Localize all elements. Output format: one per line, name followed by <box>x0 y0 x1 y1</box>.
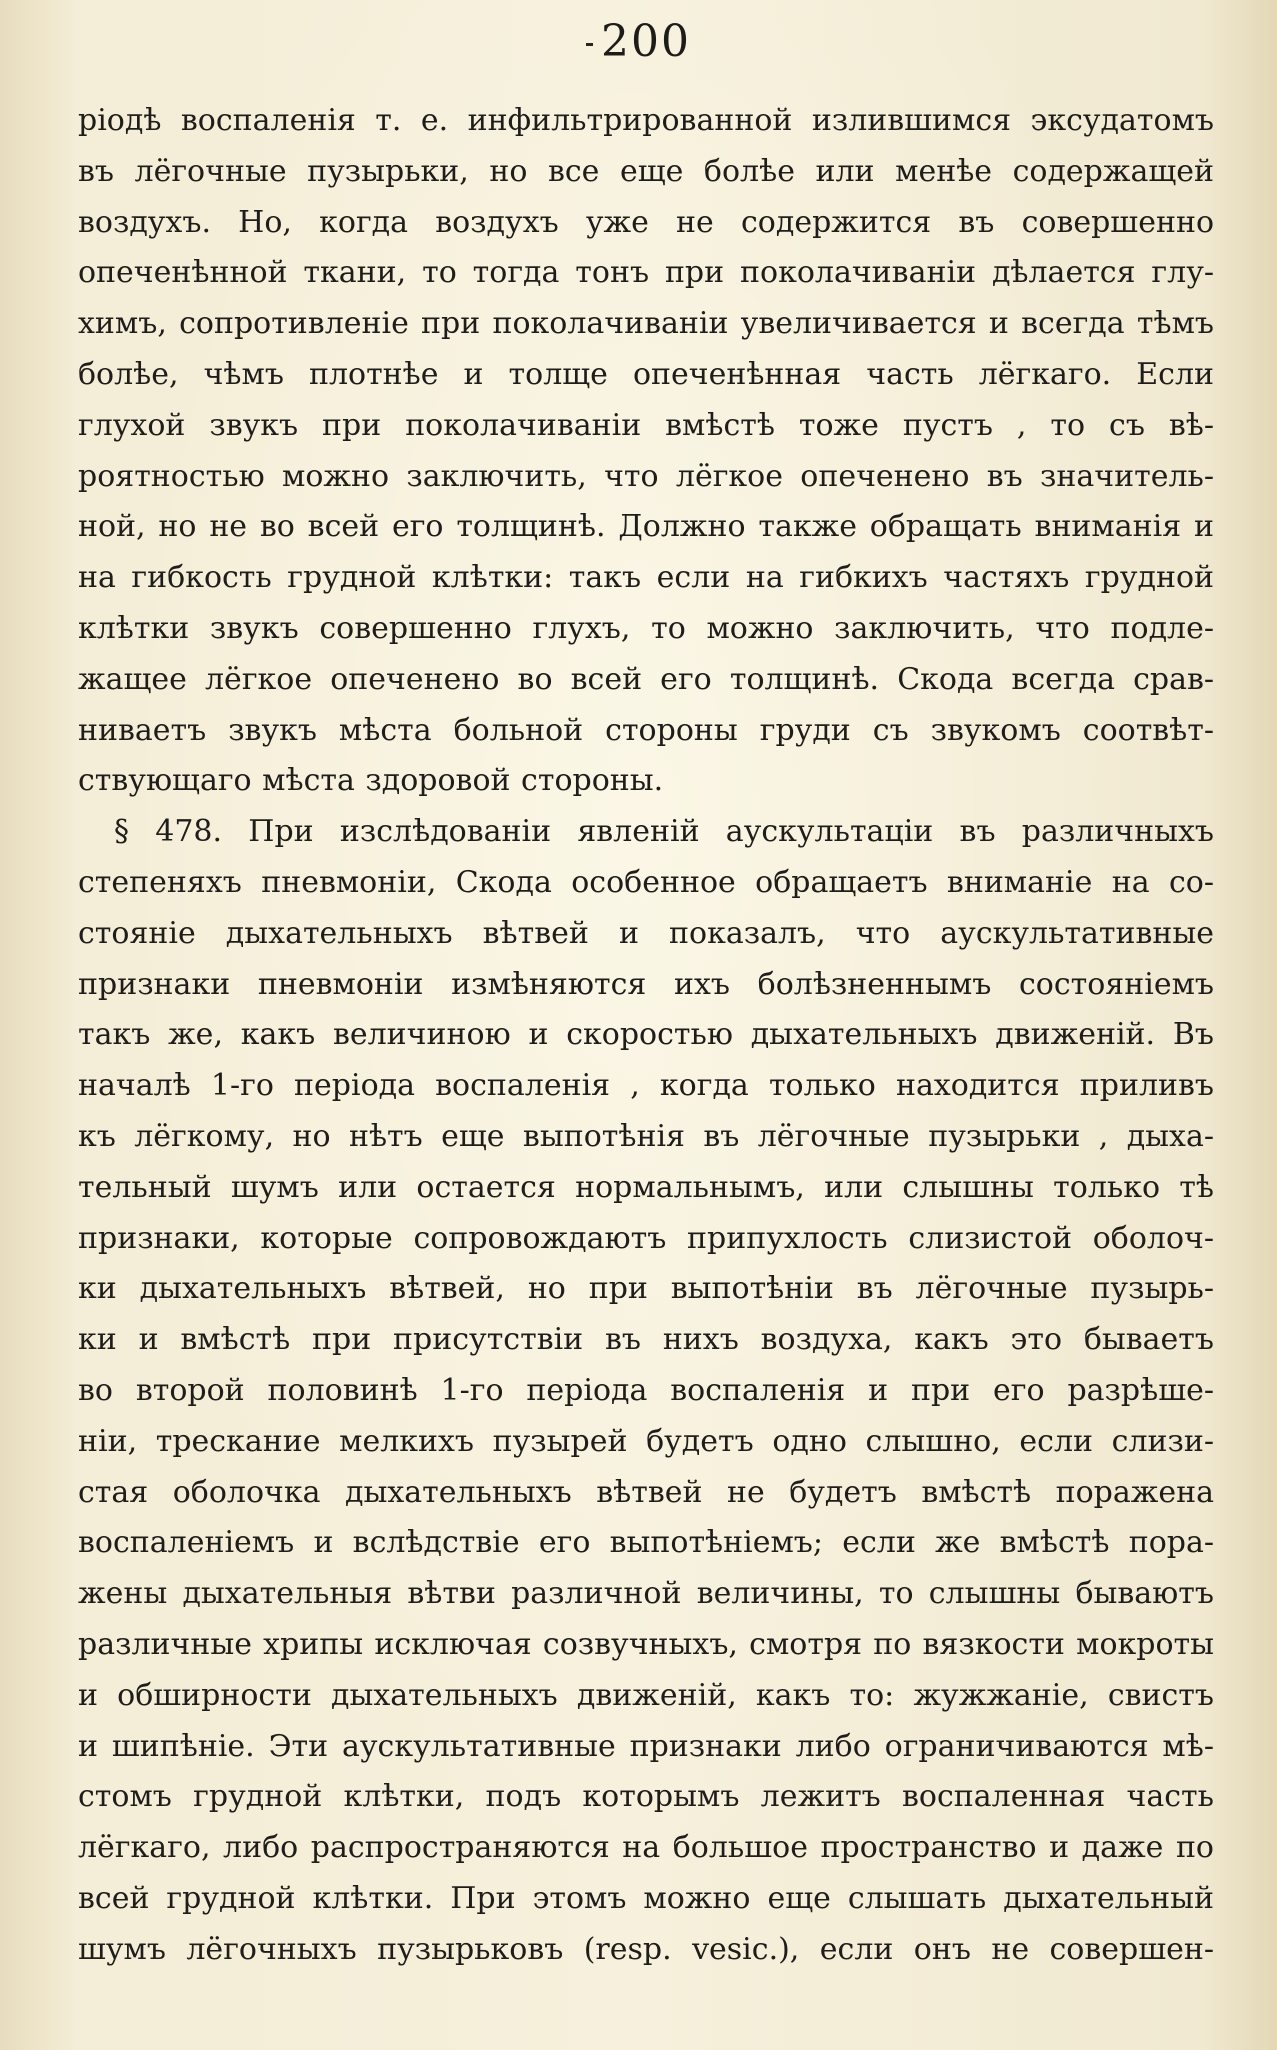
text-line: жены дыхательныя вѣтви различной величины, то слышны бываютъ <box>78 1576 1214 1612</box>
text-line: стояніе дыхательныхъ вѣтвей и показалъ, что аускультативные <box>78 915 1214 951</box>
section-heading-line: § 478. При изслѣдованіи явленій аускультаціи въ различныхъ <box>114 814 1214 850</box>
body-text <box>78 96 1214 1975</box>
text-line: ной, но не во всей его толщинѣ. Должно также обращать вниманія и <box>78 509 1214 545</box>
text-line: стомъ грудной клѣтки, подъ которымъ лежитъ воспаленная часть <box>78 1779 1214 1815</box>
text-line: болѣе, чѣмъ плотнѣе и толще опеченѣнная часть лёгкаго. Если <box>78 356 1214 392</box>
text-line: роятностью можно заключить, что лёгкое опеченено въ значитель- <box>78 458 1214 494</box>
text-line: и шипѣніе. Эти аускультативные признаки либо ограничиваются мѣ- <box>78 1728 1214 1764</box>
text-line: въ лёгочные пузырьки, но все еще болѣе или менѣе содержащей <box>78 153 1214 189</box>
text-line: такъ же, какъ величиною и скоростью дыхательныхъ движеній. Въ <box>78 1017 1214 1053</box>
text-line: жащее лёгкое опеченено во всей его толщинѣ. Скода всегда срав- <box>78 661 1214 697</box>
text-line: химъ, сопротивленіе при поколачиваніи увеличивается и всегда тѣмъ <box>78 306 1214 342</box>
text-line: воздухъ. Но, когда воздухъ уже не содержится въ совершенно <box>78 204 1214 240</box>
page-number: 200 <box>0 12 1277 72</box>
text-line: шумъ лёгочныхъ пузырьковъ (resp. vesic.), если онъ не совершен- <box>78 1931 1214 1967</box>
text-line: и обширности дыхательныхъ движеній, какъ то: жужжаніе, свистъ <box>78 1677 1214 1713</box>
text-line: тельный шумъ или остается нормальнымъ, или слышны только тѣ <box>78 1169 1214 1205</box>
text-line: глухой звукъ при поколачиваніи вмѣстѣ тоже пустъ , то съ вѣ- <box>78 407 1214 443</box>
text-line: признаки пневмоніи измѣняются ихъ болѣзненнымъ состояніемъ <box>78 966 1214 1002</box>
text-line: различные хрипы исключая созвучныхъ, смотря по вязкости мокроты <box>78 1626 1214 1662</box>
text-line: лёгкаго, либо распространяются на большое пространство и даже по <box>78 1830 1214 1866</box>
text-line: ріодѣ воспаленія т. е. инфильтрированной излившимся эксудатомъ <box>78 103 1214 138</box>
text-line: стая оболочка дыхательныхъ вѣтвей не будетъ вмѣстѣ поражена <box>78 1474 1214 1510</box>
text-line: ки и вмѣстѣ при присутствіи въ нихъ воздуха, какъ это бываетъ <box>78 1322 1214 1358</box>
text-line: ствующаго мѣста здоровой стороны. <box>78 763 664 799</box>
text-line: ниваетъ звукъ мѣста больной стороны груди съ звукомъ соотвѣт- <box>78 712 1214 748</box>
text-line: началѣ 1-го періода воспаленія , когда только находится приливъ <box>78 1068 1214 1104</box>
text-line: ки дыхательныхъ вѣтвей, но при выпотѣніи въ лёгочные пузырь- <box>78 1271 1214 1307</box>
text-line: опеченѣнной ткани, то тогда тонъ при поколачиваніи дѣлается глу- <box>78 255 1214 291</box>
text-line: признаки, которые сопровождаютъ припухлость слизистой оболоч- <box>78 1220 1214 1256</box>
text-line: клѣтки звукъ совершенно глухъ, то можно заключить, что подле- <box>78 610 1214 646</box>
text-line: воспаленіемъ и вслѣдствіе его выпотѣніемъ; если же вмѣстѣ пора- <box>78 1525 1214 1561</box>
text-line: степеняхъ пневмоніи, Скода особенное обращаетъ вниманіе на со- <box>78 864 1214 900</box>
text-line: всей грудной клѣтки. При этомъ можно еще слышать дыхательный <box>78 1880 1214 1916</box>
text-line: во второй половинѣ 1-го періода воспаленія и при его разрѣше- <box>78 1372 1214 1408</box>
text-line: къ лёгкому, но нѣтъ еще выпотѣнія въ лёгочные пузырьки , дыха- <box>78 1118 1214 1154</box>
text-line: на гибкость грудной клѣтки: такъ если на гибкихъ частяхъ грудной <box>78 560 1214 596</box>
text-line: ніи, трескание мелкихъ пузырей будетъ одно слышно, если слизи- <box>78 1423 1214 1459</box>
